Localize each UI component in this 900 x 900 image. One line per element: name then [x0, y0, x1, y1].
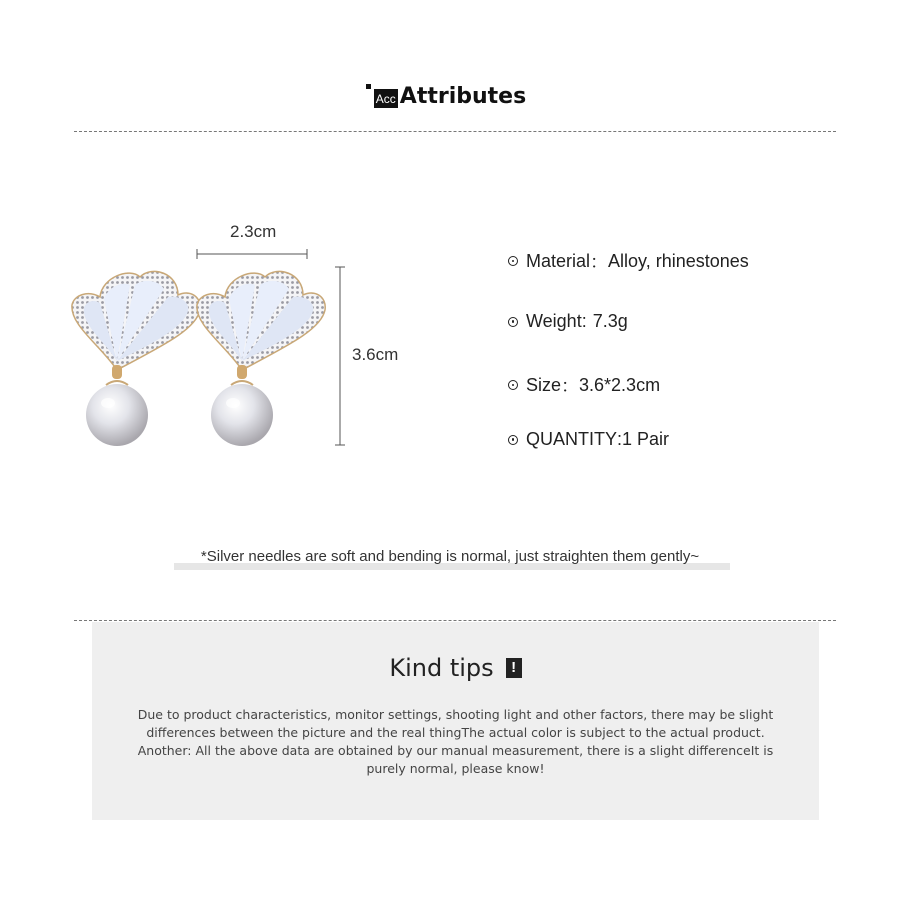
- attribute-value: 3.6*2.3cm: [579, 374, 661, 395]
- height-dimension-label: 3.6cm: [352, 345, 399, 364]
- attribute-material: [508, 248, 749, 274]
- kind-tips-panel: [92, 622, 819, 820]
- top-divider: [74, 131, 836, 132]
- attribute-separator: ：: [561, 376, 580, 396]
- kind-tips-heading: [92, 654, 819, 682]
- attribute-weight: [508, 311, 628, 332]
- circle-dot-icon: [508, 317, 518, 327]
- attribute-value: 1 Pair: [622, 429, 670, 449]
- kind-tips-title: Kind tips: [389, 654, 494, 682]
- width-dimension-label: 2.3cm: [230, 222, 277, 241]
- attribute-label: Weight: [526, 311, 582, 331]
- attribute-label: Size: [526, 374, 562, 395]
- circle-dot-icon: [508, 435, 518, 445]
- attribute-label: Material: [526, 250, 591, 271]
- header-inner: [374, 86, 526, 108]
- kind-tips-body: Due to product characteristics, monitor settings, shooting light and other factors, there may be slight differences between the picture and the real thingThe actual color is subject to the actual product. Another: All the above data are obtained by our manual measurement, there is a slight differenceIt is purely normal, please know!: [137, 707, 774, 776]
- attribute-value: Alloy, rhinestones: [608, 250, 749, 271]
- attribute-quantity: [508, 429, 669, 450]
- exclamation-icon: !: [506, 658, 522, 678]
- page-title: Attributes: [399, 84, 527, 109]
- bottom-divider: [74, 620, 836, 621]
- earrings-illustration: [60, 215, 420, 465]
- attribute-label: QUANTITY: [526, 429, 618, 449]
- attribute-separator: :: [581, 311, 587, 331]
- attribute-separator: ：: [590, 252, 609, 272]
- care-note: *Silver needles are soft and bending is normal, just straighten them gently~: [200, 548, 700, 565]
- circle-dot-icon: [508, 256, 518, 266]
- product-image: [60, 215, 420, 465]
- attribute-size: [508, 372, 660, 398]
- circle-dot-icon: [508, 380, 518, 390]
- attribute-separator: :: [617, 429, 623, 449]
- attributes-header: [0, 86, 900, 108]
- attribute-value: 7.3g: [592, 311, 628, 331]
- header-badge: Acc: [374, 89, 398, 108]
- header-dot-icon: [366, 84, 371, 89]
